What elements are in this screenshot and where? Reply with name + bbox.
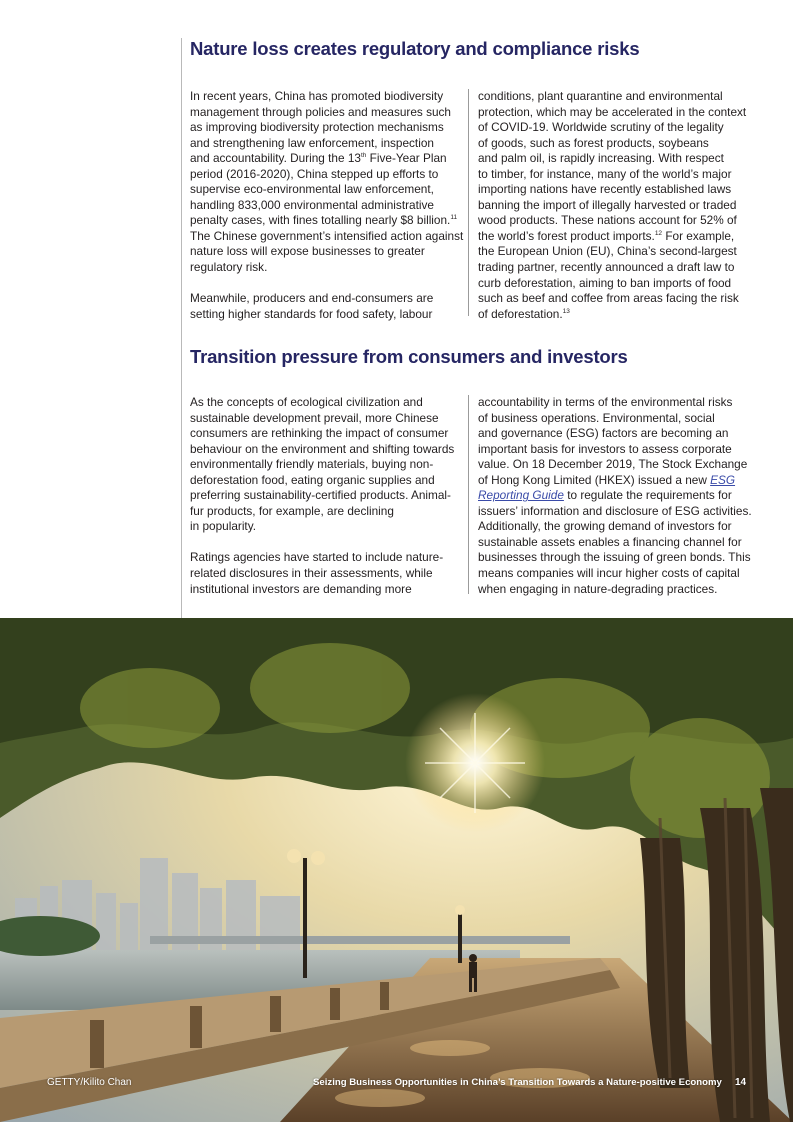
paragraph: As the concepts of ecological civilization and sustainable development prevail, more Chinese consumers are rethinking the impact of consumer behaviour on the environment and shifting towards environmentally friendly materials, buying non- deforestation food, eating organic supplies and preferring sustainability-certified products. Animal- fur products, for example, are declining in popularity. <box>190 395 455 534</box>
section2-left-column <box>190 395 458 613</box>
footer-title: Seizing Business Opportunities in China’s Transition Towards a Nature-positive Economy <box>313 1077 722 1088</box>
footnote-ref: 13 <box>562 307 570 315</box>
section1-left-column <box>190 89 464 338</box>
esg-guide-link[interactable]: Reporting Guide <box>478 488 564 503</box>
section1-right-column <box>478 89 746 338</box>
section2-right-column <box>478 395 752 613</box>
esg-guide-link[interactable]: ESG <box>710 472 736 487</box>
section-heading-transition: Transition pressure from consumers and investors <box>190 346 628 367</box>
page-number: 14 <box>735 1077 747 1088</box>
photo-illustration <box>0 618 793 1122</box>
paragraph: Meanwhile, producers and end-consumers are setting higher standards for food safety, labour <box>190 291 434 321</box>
photo-credit: GETTY/Kilito Chan <box>47 1077 132 1088</box>
column-divider <box>468 395 469 594</box>
section-heading-regulatory: Nature loss creates regulatory and compliance risks <box>190 38 640 59</box>
paragraph: Ratings agencies have started to include nature- related disclosures in their assessments, while institutional investors are demanding more <box>190 550 444 596</box>
paragraph: In recent years, China has promoted biodiversity management through policies and measures such as improving biodiversity protection mechanisms and strengthening law enforcement, inspection and accountability. During the 13th Five-Year Plan period (2016-2020), China stepped up efforts to supervise eco-environmental law enforcement, handling 833,000 environmental administrative penalty cases, with fines totalling nearly $8 billion.$^{11}$ The Chinese government’s intensified action against nature loss will expose businesses to greater regulatory risk. <box>190 89 464 275</box>
paragraph: conditions, plant quarantine and environmental protection, which may be accelerated in the context of COVID-19. Worldwide scrutiny of the legality of goods, such as forest products, soybeans and palm oil, is rapidly increasing. With respect to timber, for instance, many of the world’s major importing nations have recently established laws banning the import of illegally harvested or traded wood products. These nations account for 52% of the world’s forest product imports.$^{12}$ For example, the European Union (EU), China’s second-largest trading partner, recently announced a draft law to curb deforestation, aiming to ban imports of food such as beef and coffee from areas facing the risk of deforestation.$^{13}$ <box>478 89 747 321</box>
riverside-banyan-trees-photo <box>0 618 793 1122</box>
column-divider <box>468 89 469 316</box>
paragraph: accountability in terms of the environmental risks of business operations. Environmental, social and governance (ESG) factors are becoming an important basis for investors to assess corporate value. On 18 December 2019, The Stock Exchange of Hong Kong Limited (HKEX) issued a new ESG Reporting Guide to regulate the requirements for issuers’ information and disclosure of ESG activities. Additionally, the growing demand of investors for sustainable assets enables a financing channel for businesses through the issuing of green bonds. This means companies will incur higher costs of capital when engaging in nature-degrading practices. <box>478 395 752 596</box>
footnote-ref: 11 <box>450 214 458 222</box>
left-margin-rule <box>181 38 182 618</box>
footnote-ref: 12 <box>654 229 663 237</box>
